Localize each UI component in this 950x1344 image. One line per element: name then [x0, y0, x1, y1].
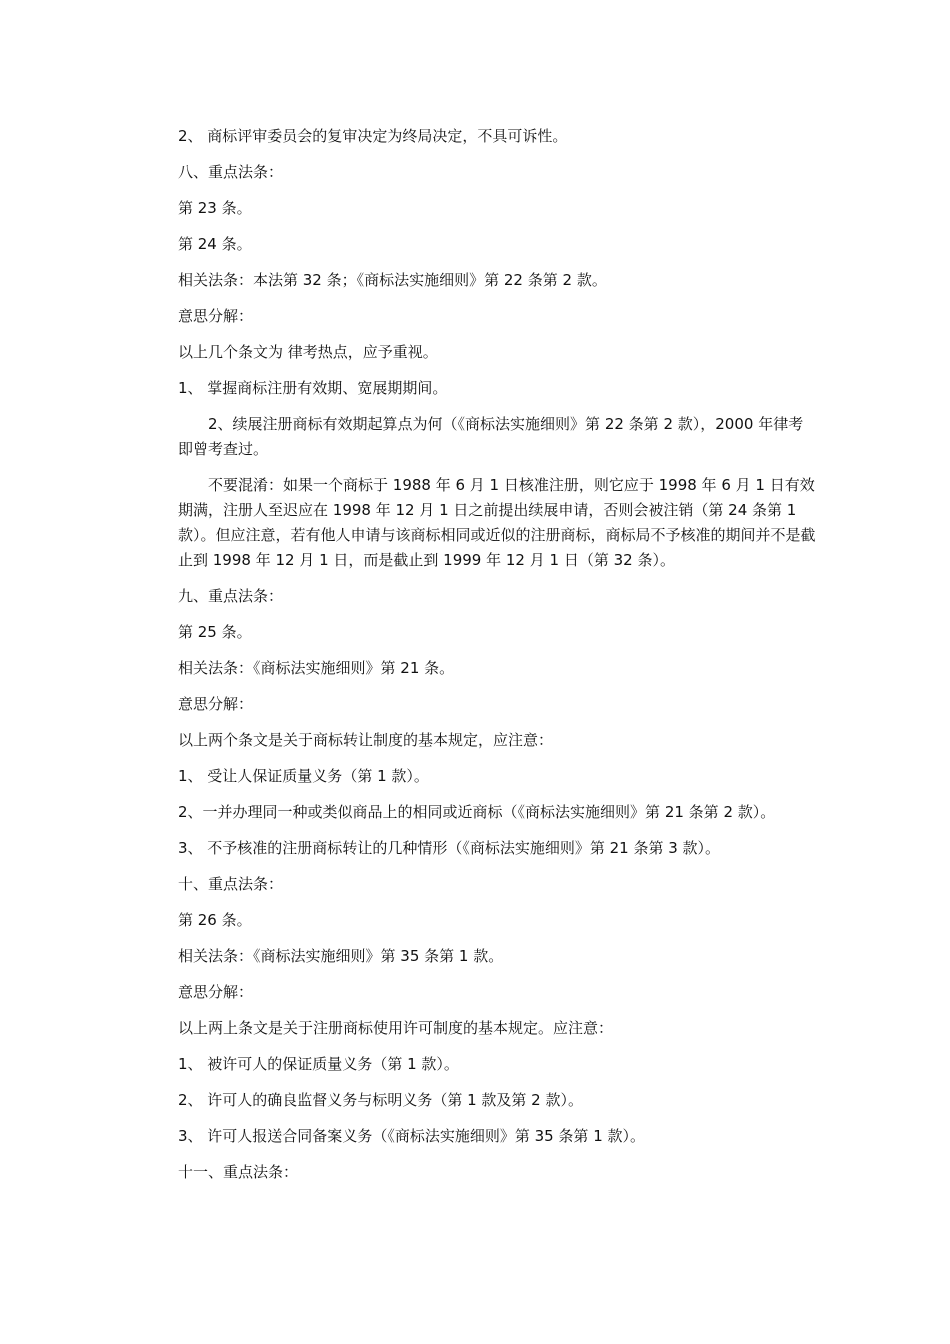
paragraph: 以上两个条文是关于商标转让制度的基本规定，应注意： — [178, 731, 554, 749]
paragraph: 1、 掌握商标注册有效期、宽展期期间。 — [178, 379, 448, 397]
paragraph: 以上两上条文是关于注册商标使用许可制度的基本规定。应注意： — [178, 1019, 614, 1037]
paragraph: 1、 受让人保证质量义务（第 1 款）。 — [178, 767, 429, 785]
paragraph: 相关法条：《商标法实施细则》第 21 条。 — [178, 659, 455, 677]
paragraph: 相关法条：本法第 32 条；《商标法实施细则》第 22 条第 2 款。 — [178, 271, 607, 289]
paragraph: 第 25 条。 — [178, 623, 252, 641]
paragraph: 第 23 条。 — [178, 199, 252, 217]
paragraph: 1、 被许可人的保证质量义务（第 1 款）。 — [178, 1055, 459, 1073]
paragraph: 2、 许可人的确良监督义务与标明义务（第 1 款及第 2 款）。 — [178, 1091, 583, 1109]
paragraph: 2、续展注册商标有效期起算点为何（《商标法实施细则》第 22 条第 2 款），2000 年律考即曾考查过。 — [178, 415, 804, 458]
paragraph: 第 24 条。 — [178, 235, 252, 253]
section-heading: 十一、重点法条： — [178, 1163, 299, 1181]
paragraph: 意思分解： — [178, 983, 254, 1001]
paragraph: 2、一并办理同一种或类似商品上的相同或近商标（《商标法实施细则》第 21 条第 2 款）。 — [178, 803, 776, 821]
document-page — [178, 124, 818, 1196]
section-heading: 十、重点法条： — [178, 875, 284, 893]
paragraph: 3、 不予核准的注册商标转让的几种情形（《商标法实施细则》第 21 条第 3 款）。 — [178, 839, 721, 857]
paragraph: 相关法条：《商标法实施细则》第 35 条第 1 款。 — [178, 947, 504, 965]
paragraph: 3、 许可人报送合同备案义务（《商标法实施细则》第 35 条第 1 款）。 — [178, 1127, 646, 1145]
section-heading: 九、重点法条： — [178, 587, 284, 605]
section-heading: 八、重点法条： — [178, 163, 284, 181]
paragraph: 不要混淆：如果一个商标于 1988 年 6 月 1 日核准注册，则它应于 1998 年 6 月 1 日有效期满，注册人至迟应在 1998 年 12 月 1 日之前提出续展申请，否则会被注销（第 24 条第 1 款）。但应注意，若有他人申请与该商标相同或近似的注册商标，商标局不予核准的期间并不是截止到 1998 年 12 月 1 日，而是截止到 1999 年 12 月 1 日（第 32 条）。 — [178, 476, 816, 569]
paragraph: 意思分解： — [178, 307, 254, 325]
paragraph: 2、 商标评审委员会的复审决定为终局决定，不具可诉性。 — [178, 127, 568, 145]
paragraph: 意思分解： — [178, 695, 254, 713]
paragraph: 第 26 条。 — [178, 911, 252, 929]
paragraph: 以上几个条文为 律考热点，应予重视。 — [178, 343, 438, 361]
